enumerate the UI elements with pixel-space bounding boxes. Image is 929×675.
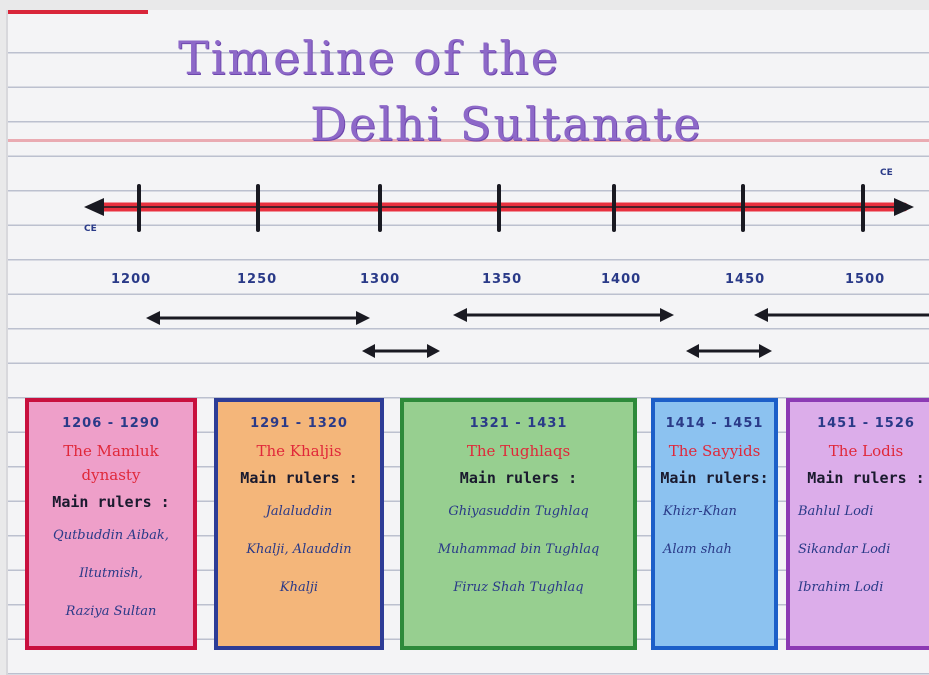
span-mamluk-end [356, 311, 370, 325]
ruler-item: Ibrahim Lodi [798, 580, 884, 595]
ruler-item: Alam shah [663, 542, 732, 557]
dynasty-years: 1206 - 1290 [62, 416, 160, 431]
dynasty-card-sayyids [651, 398, 778, 650]
rulers-label: Main rulers : [807, 469, 925, 487]
rulers-list [29, 517, 193, 631]
year-label-1450: 1450 [725, 272, 766, 287]
dynasty-name: The Khaljis [256, 442, 342, 460]
ruler-item: Raziya Sultan [65, 604, 157, 619]
ruler-item: Bahlul Lodi [798, 504, 874, 519]
year-label-1400: 1400 [601, 272, 642, 287]
rulers-label: Main rulers: [660, 469, 769, 487]
ruler-item: Sikandar Lodi [798, 542, 891, 557]
timeline-axis [8, 10, 929, 390]
ruler-item: Qutbuddin Aibak, [53, 528, 169, 543]
dynasty-name: The Tughlaqs [466, 442, 571, 460]
dynasty-card-mamluk [25, 398, 197, 650]
dynasty-years: 1291 - 1320 [250, 416, 348, 431]
span-tughlaqs-start [453, 308, 467, 322]
span-sayyids-start [686, 344, 699, 358]
dynasty-name: The Sayyids [668, 442, 761, 460]
dynasty-name [29, 439, 193, 487]
title-line-1: Timeline of the [178, 31, 560, 85]
ruler-item: Iltutmish, [79, 566, 143, 581]
axis-arrow-right [894, 198, 914, 216]
ruler-item: Muhammad bin Tughlaq [437, 542, 600, 557]
notebook-page [6, 10, 929, 675]
ce-label-right: CE [880, 168, 893, 178]
year-label-1500: 1500 [845, 272, 886, 287]
year-label-1200: 1200 [111, 272, 152, 287]
span-mamluk-start [146, 311, 160, 325]
year-label-1350: 1350 [482, 272, 523, 287]
span-khaljis-start [362, 344, 375, 358]
ruler-item: Khalji, Alauddin [246, 542, 352, 557]
year-label-1300: 1300 [360, 272, 401, 287]
rulers-list [218, 493, 380, 607]
dynasty-name-line2: dynasty [81, 466, 141, 484]
dynasty-card-khaljis [214, 398, 384, 650]
dynasty-name-line1: The Mamluk [63, 442, 159, 460]
dynasty-years: 1414 - 1451 [665, 416, 764, 431]
ruler-item: Khizr-Khan [663, 504, 737, 519]
ruler-item: Ghiyasuddin Tughlaq [448, 504, 589, 519]
dynasty-years: 1451 - 1526 [817, 416, 915, 431]
ce-label-left: CE [84, 224, 97, 234]
rulers-label: Main rulers : [240, 469, 358, 487]
dynasty-years: 1321 - 1431 [469, 416, 568, 431]
span-tughlaqs-end [660, 308, 674, 322]
rulers-list [655, 493, 774, 569]
year-label-1250: 1250 [237, 272, 278, 287]
rulers-label: Main rulers : [459, 469, 578, 487]
span-lodis-start [754, 308, 768, 322]
dynasty-card-lodis [786, 398, 929, 650]
dynasty-card-tughlaqs [400, 398, 637, 650]
span-khaljis-end [427, 344, 440, 358]
span-sayyids-end [759, 344, 772, 358]
ruler-item: Firuz Shah Tughlaq [453, 580, 584, 595]
ruler-item: Jalaluddin [265, 504, 333, 519]
rulers-label: Main rulers : [52, 493, 170, 511]
rulers-list [790, 493, 929, 607]
ruler-item: Khalji [279, 580, 319, 595]
dynasty-name: The Lodis [828, 442, 904, 460]
title-line-2: Delhi Sultanate [310, 97, 703, 151]
rulers-list [404, 493, 633, 607]
axis-arrow-left [84, 198, 104, 216]
